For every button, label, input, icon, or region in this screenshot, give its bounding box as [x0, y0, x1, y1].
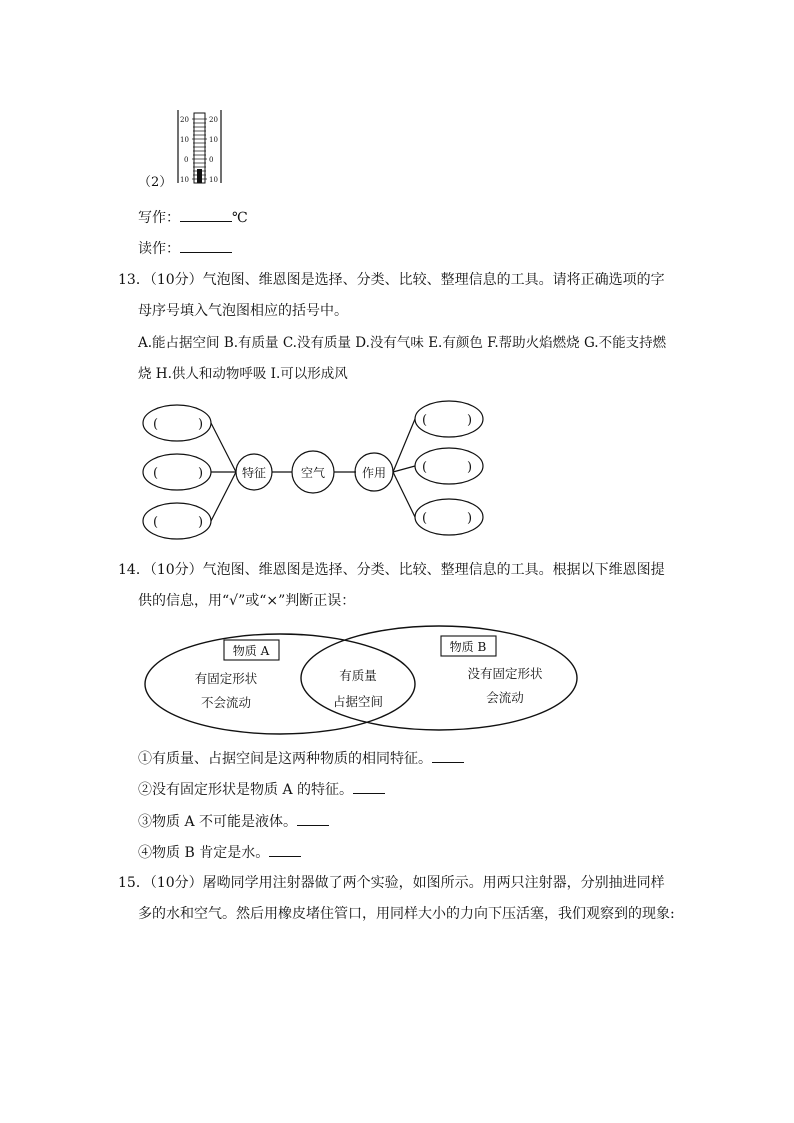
bubble-right-bot-paren-open: ( [422, 511, 428, 526]
q14-score: （10分） [149, 562, 203, 578]
q14-statement-3 [138, 811, 329, 832]
bubble-center-label: 空气 [300, 466, 326, 480]
bubble-left-bot-paren-open: ( [153, 515, 159, 530]
q13-text-1: 气泡图、维恩图是选择、分类、比较、整理信息的工具。请将正确选项的字 [202, 272, 665, 288]
q13-number: 13． [118, 272, 150, 288]
q14-answer-blank-3[interactable] [297, 811, 329, 826]
bubble-map [138, 393, 490, 543]
venn-b-only-2: 会流动 [486, 690, 524, 705]
q14-statement-3-text: ③物质 A 不可能是液体。 [138, 814, 298, 830]
q15-text-2: 多的水和空气。然后用橡皮堵住管口，用同样大小的力向下压活塞，我们观察到的现象: [138, 906, 675, 922]
q13-options-2: 烧 H.供人和动物呼吸 I.可以形成风 [138, 366, 348, 382]
q14-statement-2-text: ②没有固定形状是物质 A 的特征。 [138, 782, 354, 798]
q14-text-2: 供的信息，用“√”或“×”判断正误： [138, 593, 356, 609]
thermo-tick-left-0: 0 [184, 156, 189, 164]
bubble-left-mid-paren-close: ) [198, 466, 204, 481]
q12-write-blank[interactable] [180, 207, 232, 222]
thermometer-figure [176, 109, 224, 185]
q12-unit: ℃ [232, 210, 248, 226]
thermo-tick-right-20: 20 [209, 116, 218, 124]
q14-text-1: 气泡图、维恩图是选择、分类、比较、整理信息的工具。根据以下维恩图提 [202, 562, 665, 578]
q14-line-1 [118, 560, 665, 580]
q14-statement-4 [138, 842, 301, 863]
bubble-left-top-paren-close: ) [198, 417, 204, 432]
q15-line-1 [118, 873, 665, 893]
q13-score: （10分） [149, 272, 203, 288]
q15-text-1: 屠呦同学用注射器做了两个实验，如图所示。用两只注射器，分别抽进同样 [202, 875, 665, 891]
q14-answer-blank-1[interactable] [432, 748, 464, 763]
bubble-function-label: 作用 [361, 466, 387, 480]
bubble-right-bot-paren-close: ) [467, 511, 473, 526]
venn-a-only-1: 有固定形状 [194, 671, 258, 686]
bubble-right-mid-paren-close: ) [467, 460, 473, 475]
bubble-left-mid-paren-open: ( [153, 466, 159, 481]
bubble-right-top-paren-close: ) [467, 413, 473, 428]
q12-read-blank[interactable] [180, 238, 232, 253]
venn-diagram [140, 622, 584, 742]
thermo-tick-right-neg10: 10 [209, 176, 218, 184]
q14-statement-1 [138, 748, 464, 769]
q14-statement-4-text: ④物质 B 肯定是水。 [138, 845, 270, 861]
bubble-left-bot-paren-close: ) [198, 515, 204, 530]
q14-statement-2 [138, 779, 385, 800]
thermo-tick-left-20: 20 [180, 116, 189, 124]
bubble-left-top-paren-open: ( [153, 417, 159, 432]
thermo-tick-left-10: 10 [180, 136, 189, 144]
q13-line-1 [118, 270, 665, 290]
venn-b-only-1: 没有固定形状 [467, 666, 543, 681]
bubble-right-mid-paren-open: ( [422, 460, 428, 475]
q14-answer-blank-4[interactable] [269, 842, 301, 857]
q12-write-row [138, 207, 248, 228]
q15-number: 15． [118, 875, 150, 891]
q13-text-2: 母序号填入气泡图相应的括号中。 [138, 303, 348, 319]
q15-score: （10分） [149, 875, 203, 891]
venn-label-b: 物质 B [449, 640, 487, 654]
q12-sub-label: （2） [138, 175, 173, 190]
q14-statement-1-text: ①有质量、占据空间是这两种物质的相同特征。 [138, 751, 432, 767]
q12-read-row [138, 238, 232, 259]
thermometer-icon [176, 109, 224, 185]
q14-number: 14． [118, 562, 150, 578]
thermo-tick-right-10: 10 [209, 136, 218, 144]
venn-label-a: 物质 A [232, 644, 270, 658]
q12-read-label: 读作： [138, 241, 180, 257]
thermo-tick-right-0: 0 [209, 156, 214, 164]
q14-answer-blank-2[interactable] [353, 779, 385, 794]
bubble-feature-label: 特征 [241, 466, 267, 480]
venn-both-2: 占据空间 [332, 694, 384, 709]
venn-both-1: 有质量 [339, 668, 377, 683]
bubble-right-top-paren-open: ( [422, 413, 428, 428]
q12-write-label: 写作： [138, 210, 180, 226]
q13-options-1: A.能占据空间 B.有质量 C.没有质量 D.没有气味 E.有颜色 F.帮助火焰燃烧 G.不能支持燃 [138, 335, 667, 351]
venn-a-only-2: 不会流动 [200, 695, 252, 710]
thermo-tick-left-neg10: 10 [180, 176, 189, 184]
